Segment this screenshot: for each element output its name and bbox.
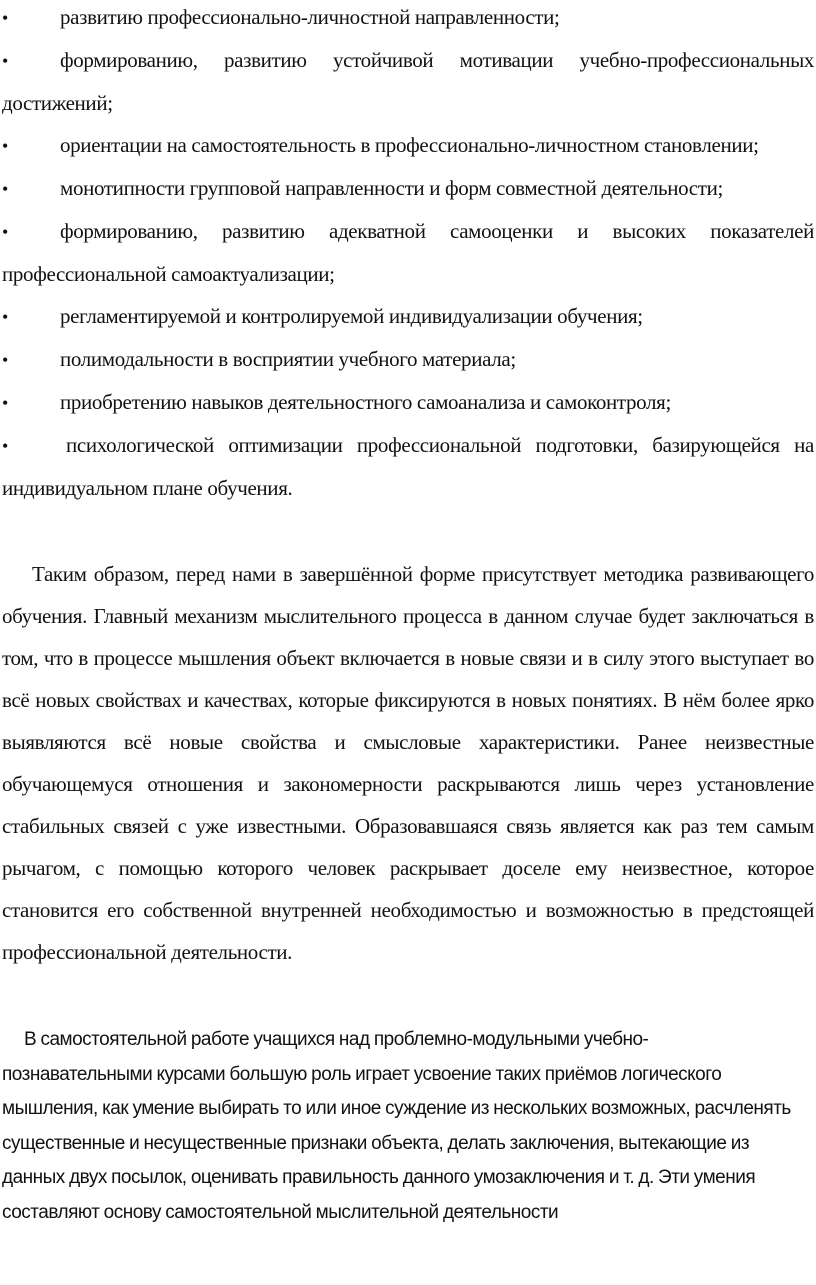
list-item xyxy=(2,39,814,124)
bullet-icon: • xyxy=(2,51,8,71)
bullet-icon: • xyxy=(2,393,8,413)
list-item-text: ориентации на самостоятельность в профессионально-личностном становлении; xyxy=(60,133,759,157)
bullet-icon: • xyxy=(2,136,8,156)
list-item-text: монотипности групповой направленности и форм совместной деятельности; xyxy=(60,176,723,200)
list-item-text: формированию, развитию устойчивой мотивации учебно-профессиональных достижений; xyxy=(2,48,814,115)
list-item xyxy=(2,338,814,381)
list-item-text: психологической оптимизации профессиональной подготовки, базирующейся на индивидуальном плане обучения. xyxy=(2,433,814,500)
body-paragraph: Таким образом, перед нами в завершённой форме присутствует методика развивающего обучения. Главный механизм мыслительного процесса в данном случае будет заключаться в том, что в процессе мышления объект включается в новые связи и в силу этого выступает во всё новых свойствах и качествах, которые фиксируются в новых понятиях. В нём более ярко выявляются всё новые свойства и смысловые характеристики. Ранее неизвестные обучающемуся отношения и закономерности раскрываются лишь через установление стабильных связей с уже известными. Образовавшаяся связь является как раз тем самым рычагом, с помощью которого человек раскрывает доселе ему неизвестное, которое становится его собственной внутренней необходимостью и возможностью в предстоящей профессиональной деятельности. xyxy=(2,562,814,964)
list-item-text: развитию профессионально-личностной направленности; xyxy=(60,5,560,29)
list-item-text: приобретению навыков деятельностного самоанализа и самоконтроля; xyxy=(60,390,671,414)
bullet-icon: • xyxy=(2,179,8,199)
list-item xyxy=(2,381,814,424)
list-item-text: полимодальности в восприятии учебного материала; xyxy=(60,347,516,371)
list-item xyxy=(2,167,814,210)
list-item xyxy=(2,295,814,338)
list-item xyxy=(2,0,814,39)
body-paragraph-sans: В самостоятельной работе учащихся над проблемно-модульными учебно-познавательными курсами большую роль играет усвоение таких приёмов логического мышления, как умение выбирать то или иное суждение из нескольких возможных, расчленять существенные и несущественные признаки объекта, делать заключения, вытекающие из данных двух посылок, оценивать правильность данного умозаключения и т. д. Эти умения составляют основу самостоятельной мыслительной деятельности xyxy=(2,1029,791,1223)
list-item xyxy=(2,124,814,167)
bullet-icon: • xyxy=(2,222,8,242)
bullet-icon: • xyxy=(2,307,8,327)
bullet-icon: • xyxy=(2,436,8,456)
list-item-text: формированию, развитию адекватной самооценки и высоких показателей профессиональной самоактуализации; xyxy=(2,219,814,286)
bullet-icon: • xyxy=(2,350,8,370)
bullet-icon: • xyxy=(2,8,8,28)
list-item xyxy=(2,424,814,509)
list-item-text: регламентируемой и контролируемой индивидуализации обучения; xyxy=(60,304,643,328)
bullet-list xyxy=(2,0,814,509)
list-item xyxy=(2,210,814,295)
